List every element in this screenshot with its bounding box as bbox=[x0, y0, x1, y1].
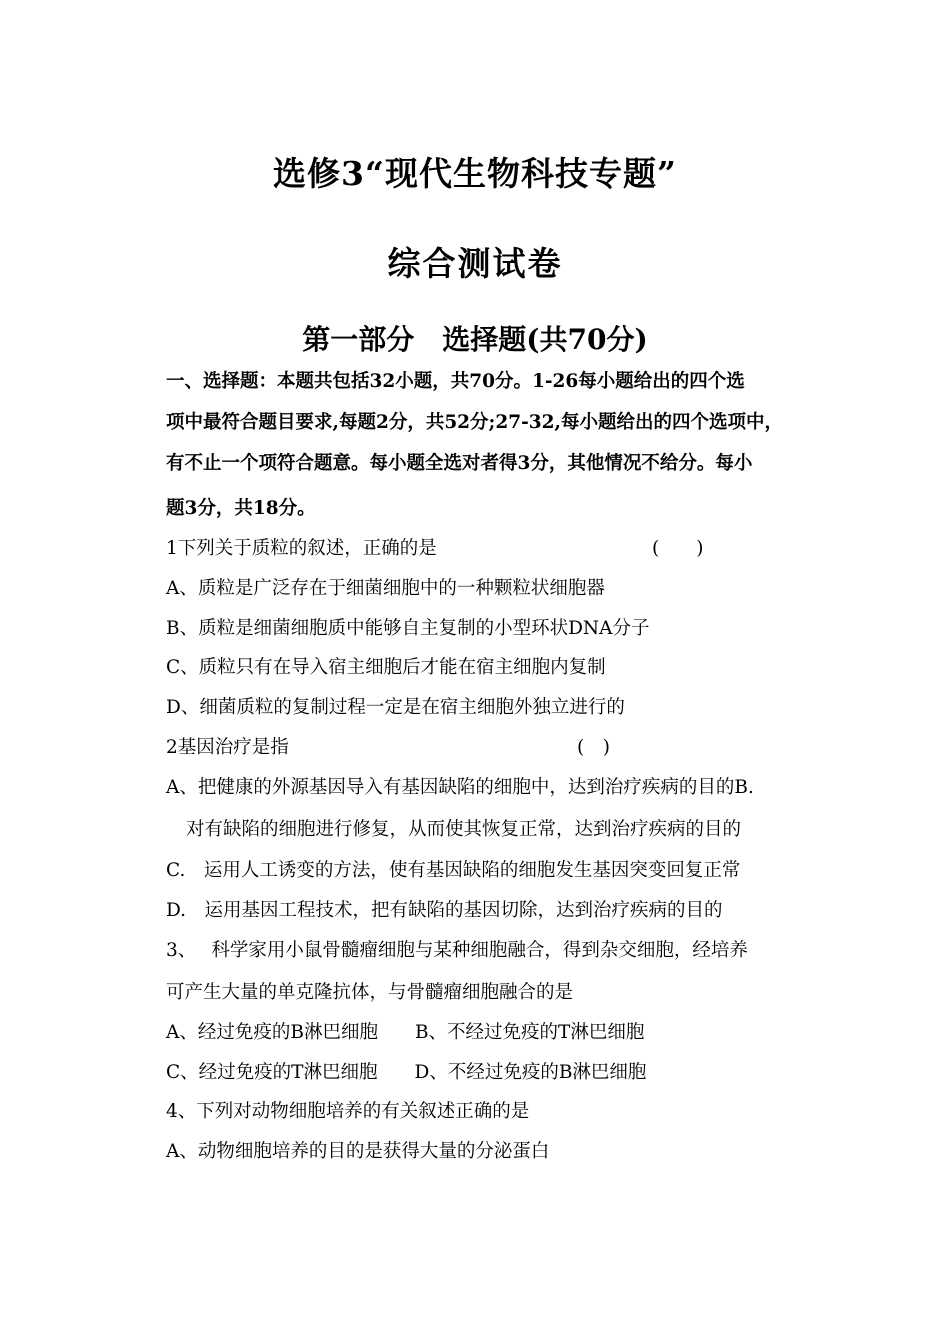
question-3-stem-line-2: 可产生大量的单克隆抗体，与骨髓瘤细胞融合的是 bbox=[166, 982, 574, 1003]
question-4-stem: 4、下列对动物细胞培养的有关叙述正确的是 bbox=[166, 1101, 530, 1122]
instructions-line-3: 有不止一个项符合题意。每小题全选对者得3分，其他情况不给分。每小 bbox=[166, 453, 753, 474]
document-subtitle: 综合测试卷 bbox=[387, 244, 563, 283]
question-1-option-b: B、质粒是细菌细胞质中能够自主复制的小型环状DNA分子 bbox=[166, 618, 650, 639]
question-2-option-b: 对有缺陷的细胞进行修复，从而使其恢复正常，达到治疗疾病的目的 bbox=[186, 819, 742, 840]
document-title: 选修3“现代生物科技专题” bbox=[273, 154, 677, 193]
question-1-option-c: C、质粒只有在导入宿主细胞后才能在宿主细胞内复制 bbox=[166, 657, 606, 678]
question-3-options-cd: C、经过免疫的T淋巴细胞 D、不经过免疫的B淋巴细胞 bbox=[166, 1062, 647, 1083]
part-heading: 第一部分 选择题(共70分) bbox=[302, 323, 648, 356]
question-1-stem: 1下列关于质粒的叙述，正确的是 bbox=[166, 538, 437, 559]
question-2-stem: 2基因治疗是指 bbox=[166, 737, 289, 758]
question-4-option-a: A、动物细胞培养的目的是获得大量的分泌蛋白 bbox=[166, 1141, 550, 1162]
instructions-line-1: 一、选择题：本题共包括32小题，共70分。1-26每小题给出的四个选 bbox=[166, 371, 745, 392]
question-3-stem-line-1: 3、 科学家用小鼠骨髓瘤细胞与某种细胞融合，得到杂交细胞，经培养 bbox=[166, 940, 748, 961]
question-2-option-d: D. 运用基因工程技术，把有缺陷的基因切除，达到治疗疾病的目的 bbox=[166, 900, 723, 921]
question-3-options-ab: A、经过免疫的B淋巴细胞 B、不经过免疫的T淋巴细胞 bbox=[166, 1022, 645, 1043]
instructions-line-2: 项中最符合题目要求,每题2分，共52分;27-32,每小题给出的四个选项中， bbox=[166, 412, 783, 433]
question-2-option-c: C. 运用人工诱变的方法，使有基因缺陷的细胞发生基因突变回复正常 bbox=[166, 860, 741, 881]
instructions-line-4: 题3分，共18分。 bbox=[166, 498, 316, 519]
question-1-answer-paren: ( ) bbox=[652, 538, 704, 559]
question-2-answer-paren: ( ) bbox=[577, 737, 610, 758]
question-2-option-a: A、把健康的外源基因导入有基因缺陷的细胞中，达到治疗疾病的目的B. bbox=[166, 777, 754, 798]
question-1-option-d: D、细菌质粒的复制过程一定是在宿主细胞外独立进行的 bbox=[166, 697, 625, 718]
question-1-option-a: A、质粒是广泛存在于细菌细胞中的一种颗粒状细胞器 bbox=[166, 578, 605, 599]
